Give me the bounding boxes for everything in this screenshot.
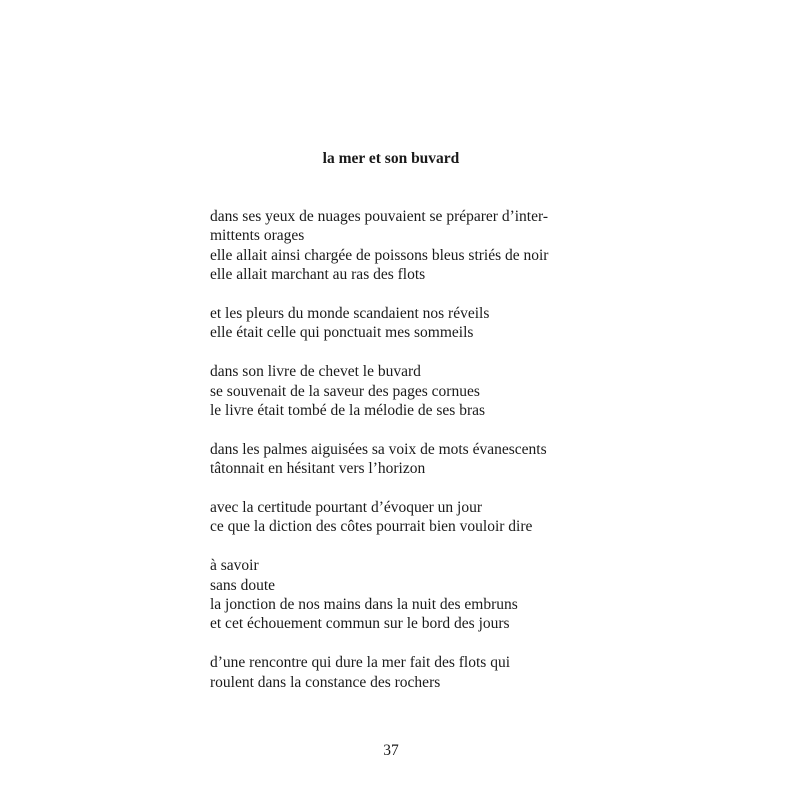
stanza bbox=[210, 207, 610, 285]
stanza bbox=[210, 556, 610, 634]
stanza bbox=[210, 653, 610, 692]
stanza bbox=[210, 440, 610, 479]
poem-line: le livre était tombé de la mélodie de ses bras bbox=[210, 402, 486, 420]
poem-line: roulent dans la constance des rochers bbox=[210, 673, 441, 691]
poem-line: mittents orages bbox=[210, 227, 305, 245]
poem-body bbox=[210, 207, 610, 711]
poem-line: tâtonnait en hésitant vers l’horizon bbox=[210, 460, 426, 478]
poem-line: à savoir bbox=[210, 557, 259, 575]
page-number: 37 bbox=[383, 742, 399, 759]
poem-line: et les pleurs du monde scandaient nos réveils bbox=[210, 305, 490, 323]
poem-line: avec la certitude pourtant d’évoquer un jour bbox=[210, 499, 482, 517]
poem-line: et cet échouement commun sur le bord des jours bbox=[210, 615, 510, 633]
stanza bbox=[210, 304, 610, 343]
poem-line: sans doute bbox=[210, 576, 276, 594]
poem-title: la mer et son buvard bbox=[322, 150, 460, 167]
poem-line: dans les palmes aiguisées sa voix de mots évanescents bbox=[210, 440, 547, 458]
poem-line: ce que la diction des côtes pourrait bien vouloir dire bbox=[210, 518, 533, 536]
poem-line: la jonction de nos mains dans la nuit des embruns bbox=[210, 596, 518, 614]
poem-line: se souvenait de la saveur des pages cornues bbox=[210, 382, 480, 400]
poem-line: elle était celle qui ponctuait mes sommeils bbox=[210, 324, 474, 342]
poem-line: elle allait ainsi chargée de poissons bleus striés de noir bbox=[210, 246, 549, 264]
poem-line: elle allait marchant au ras des flots bbox=[210, 266, 426, 284]
stanza bbox=[210, 362, 610, 420]
stanza bbox=[210, 498, 610, 537]
poem-line: d’une rencontre qui dure la mer fait des flots qui bbox=[210, 654, 510, 672]
poem-line: dans son livre de chevet le buvard bbox=[210, 363, 421, 381]
poem-line: dans ses yeux de nuages pouvaient se préparer d’inter- bbox=[210, 208, 548, 225]
